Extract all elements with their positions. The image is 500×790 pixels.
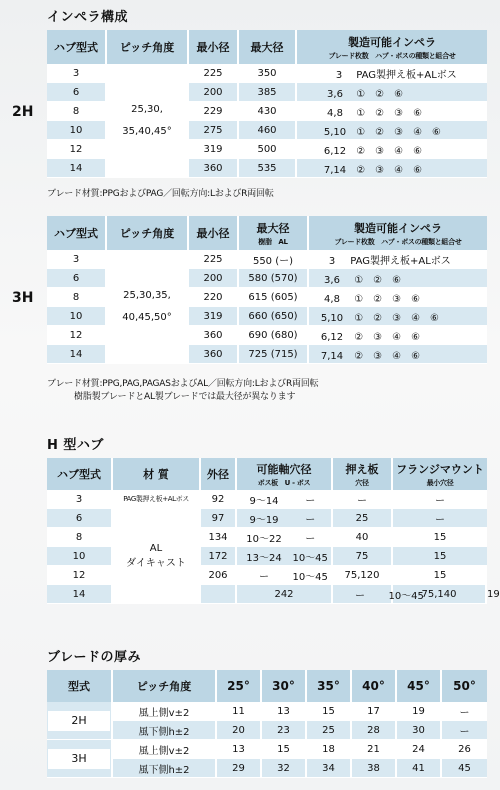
note-3h-1: ブレード材質:PPG,PAG,PAGASおよびAL／回転方向:LおよびR両回転: [47, 379, 319, 389]
cell-blades: 4,8: [324, 293, 340, 305]
cell-combo: [297, 102, 487, 121]
cell-boss: ー: [259, 571, 269, 583]
header-max: 最大径: [239, 30, 297, 64]
cell-combo-text: ① ② ③ ⑥: [354, 293, 421, 305]
cell-shaft: [237, 547, 333, 566]
cell-side: 風下側h±2: [113, 721, 217, 740]
cell-max: 660 (650): [239, 307, 309, 326]
table-row: 14 242 ー 10～45 75,140 19: [47, 585, 487, 604]
cell-value: 18: [307, 740, 352, 759]
cell-value: 20: [217, 721, 262, 740]
impeller-3h-table: [47, 216, 487, 364]
hhub-table: [47, 458, 500, 604]
table-row: [47, 721, 487, 740]
cell-combo: [309, 307, 487, 326]
cell-combo-text: ① ② ⑥: [356, 88, 404, 100]
cell-press: ー: [333, 490, 393, 509]
cell-max: 615 (605): [239, 288, 309, 307]
group-label-2h: 2H: [12, 104, 34, 120]
cell-value: 23: [262, 721, 307, 740]
cell-blades: 7,14: [320, 350, 344, 362]
header-flange: [393, 458, 487, 490]
cell-boss: 13～24: [246, 552, 282, 564]
cell-combo: [309, 345, 487, 364]
cell-value: 24: [397, 740, 442, 759]
cell-value: 13: [217, 740, 262, 759]
cell-boss: 9～19: [249, 514, 279, 526]
cell-value: 45: [442, 759, 487, 778]
table-row: [47, 490, 487, 509]
cell-u: ー: [305, 514, 316, 526]
cell-blades: 6,12: [320, 331, 344, 343]
header-shaft: [237, 458, 333, 490]
cell-side: 風下側h±2: [113, 759, 217, 778]
cell-blades: 3,6: [327, 88, 343, 100]
cell-u: ー: [305, 495, 316, 507]
cell-blades: 5,10: [323, 126, 347, 138]
header-shaft-label: 可能軸穴径: [256, 462, 312, 476]
cell-flange: 15: [393, 566, 487, 585]
cell-value: 21: [352, 740, 397, 759]
cell-shaft: [237, 490, 333, 509]
header-hub: ハブ型式: [47, 458, 113, 490]
cell-min: 225: [189, 64, 239, 83]
cell-value: 26: [442, 740, 487, 759]
cell-value: 34: [307, 759, 352, 778]
cell-flange: ー: [393, 509, 487, 528]
table-row: [47, 740, 487, 759]
cell-blades: 3,6: [324, 274, 340, 286]
cell-combo: [297, 83, 487, 102]
header-od: 外径: [201, 458, 237, 490]
cell-min: 319: [189, 307, 239, 326]
cell-value: 41: [397, 759, 442, 778]
cell-combo: [309, 269, 487, 288]
note-3h-2: 樹脂製ブレードとAL製ブレードでは最大径が異なります: [74, 392, 296, 402]
cell-combo: [297, 140, 487, 159]
pitch-cell: [107, 250, 189, 364]
cell-od: 172: [201, 547, 237, 566]
cell-combo-text: ② ③ ④ ⑥: [354, 331, 421, 343]
cell-shaft: [333, 585, 424, 604]
cell-value: 13: [262, 702, 307, 721]
cell-combo: [309, 288, 487, 307]
cell-side: 風上側v±2: [113, 740, 217, 759]
cell-flange: 15: [393, 547, 487, 566]
cell-hub: 3: [47, 250, 107, 269]
table-row: [47, 759, 487, 778]
cell-hub: 8: [47, 102, 107, 121]
header-flange-label: フランジマウント: [396, 462, 484, 476]
cell-value: 38: [352, 759, 397, 778]
cell-value: ー: [442, 721, 487, 740]
cell-material-blank: [201, 585, 237, 604]
cell-blades: 3: [335, 69, 343, 81]
header-angle-30: 30°: [262, 670, 307, 702]
cell-boss: 10～22: [246, 533, 282, 545]
cell-material: PAG製押え板+ALボス: [113, 490, 201, 509]
cell-min: 225: [189, 250, 239, 269]
pitch-value: 25,30, 35,40,45°: [122, 103, 172, 137]
cell-combo: [309, 250, 487, 269]
header-max-sub: 樹脂 AL: [258, 237, 288, 246]
cell-value: 25: [307, 721, 352, 740]
cell-hub: 12: [47, 566, 113, 585]
material-value: AL ダイキャスト: [126, 543, 186, 569]
table-row: [47, 64, 487, 83]
cell-min: 319: [189, 140, 239, 159]
header-press-sub: 穴径: [355, 478, 369, 487]
cell-value: 19: [397, 702, 442, 721]
cell-max: 725 (715): [239, 345, 309, 364]
cell-max: 580 (570): [239, 269, 309, 288]
cell-combo-text: ① ② ③ ④ ⑥: [354, 312, 440, 324]
cell-min: 200: [189, 269, 239, 288]
header-angle-40: 40°: [352, 670, 397, 702]
cell-combo-text: ① ② ③ ⑥: [356, 107, 423, 119]
cell-value: 28: [352, 721, 397, 740]
cell-press: 40: [333, 528, 393, 547]
cell-blades: 6,12: [323, 145, 347, 157]
cell-hub: 12: [47, 140, 107, 159]
cell-shaft: [237, 509, 333, 528]
cell-combo-text: ② ③ ④ ⑥: [356, 164, 423, 176]
cell-shaft: [237, 566, 333, 585]
header-press: [333, 458, 393, 490]
impeller-2h-table: [47, 30, 487, 178]
cell-value: 15: [262, 740, 307, 759]
table-row: [47, 250, 487, 269]
header-material: 材 質: [113, 458, 201, 490]
cell-combo-text: ① ② ⑥: [354, 274, 402, 286]
cell-od: 206: [201, 566, 237, 585]
cell-shaft: [237, 528, 333, 547]
cell-hub: 3: [47, 490, 113, 509]
header-pitch: ピッチ角度: [107, 216, 189, 250]
header-hub: ハブ型式: [47, 30, 107, 64]
header-angle-45: 45°: [397, 670, 442, 702]
header-pitch: ピッチ角度: [113, 670, 217, 702]
cell-u: 10～45: [292, 552, 328, 564]
cell-value: ー: [442, 702, 487, 721]
cell-max: 500: [239, 140, 297, 159]
cell-blades: 4,8: [327, 107, 343, 119]
header-flange-sub: 最小穴径: [426, 478, 454, 487]
cell-max: 460: [239, 121, 297, 140]
group-label-3h: 3H: [12, 290, 34, 306]
header-hub: ハブ型式: [47, 216, 107, 250]
header-shaft-sub: ボス板 U - ボス: [257, 478, 311, 487]
cell-hub: 6: [47, 83, 107, 102]
cell-press: 75: [333, 547, 393, 566]
cell-combo-text: ② ③ ④ ⑥: [354, 350, 421, 362]
hhub-section-title: H 型ハブ: [47, 438, 104, 453]
cell-hub: 14: [47, 159, 107, 178]
header-model: 型式: [47, 670, 113, 702]
header-max-label: 最大径: [256, 221, 290, 235]
cell-value: 32: [262, 759, 307, 778]
cell-max: 350: [239, 64, 297, 83]
cell-max: 550 (ー): [239, 250, 309, 269]
cell-hub: 14: [47, 585, 113, 604]
cell-combo-text: PAG製押え板+ALボス: [356, 69, 457, 81]
header-min: 最小径: [189, 30, 239, 64]
model-cell-3h: [47, 740, 113, 778]
header-press-label: 押え板: [345, 462, 379, 476]
thickness-section-title: ブレードの厚み: [47, 650, 141, 665]
header-min: 最小径: [189, 216, 239, 250]
cell-value: 17: [352, 702, 397, 721]
cell-min: 220: [189, 288, 239, 307]
cell-hub: 6: [47, 509, 113, 528]
header-angle-35: 35°: [307, 670, 352, 702]
header-product-sub: ブレード枚数 ハブ・ボスの種類と組合せ: [328, 51, 456, 60]
header-product-label: 製造可能インペラ: [354, 221, 442, 235]
cell-boss: ー: [355, 590, 365, 602]
cell-combo: [297, 121, 487, 140]
cell-u: 10～45: [292, 571, 328, 583]
cell-hub: 8: [47, 288, 107, 307]
material-cell: [113, 509, 201, 604]
cell-combo-text: ① ② ③ ④ ⑥: [356, 126, 442, 138]
model-2h: 2H: [48, 711, 110, 731]
cell-combo: [297, 64, 487, 83]
cell-min: 275: [189, 121, 239, 140]
model-cell-2h: [47, 702, 113, 740]
cell-hub: 14: [47, 345, 107, 364]
cell-od: 92: [201, 490, 237, 509]
cell-combo: [309, 326, 487, 345]
cell-max: 430: [239, 102, 297, 121]
cell-combo: [297, 159, 487, 178]
cell-press: 25: [333, 509, 393, 528]
cell-flange: ー: [393, 490, 487, 509]
pitch-value: 25,30,35, 40,45,50°: [122, 289, 172, 323]
header-pitch: ピッチ角度: [107, 30, 189, 64]
cell-value: 11: [217, 702, 262, 721]
cell-press: 75,140: [393, 585, 487, 604]
pitch-cell: [107, 64, 189, 178]
cell-side: 風上側v±2: [113, 702, 217, 721]
cell-od: 97: [201, 509, 237, 528]
header-product: [297, 30, 487, 64]
cell-combo-text: ② ③ ④ ⑥: [356, 145, 423, 157]
cell-max: 690 (680): [239, 326, 309, 345]
cell-min: 360: [189, 159, 239, 178]
cell-hub: 10: [47, 307, 107, 326]
header-product-sub: ブレード枚数 ハブ・ボスの種類と組合せ: [334, 237, 462, 246]
cell-hub: 10: [47, 121, 107, 140]
cell-value: 29: [217, 759, 262, 778]
cell-max: 385: [239, 83, 297, 102]
header-angle-25: 25°: [217, 670, 262, 702]
cell-max: 535: [239, 159, 297, 178]
cell-value: 15: [307, 702, 352, 721]
header-max: [239, 216, 309, 250]
cell-min: 229: [189, 102, 239, 121]
cell-combo-text: PAG製押え板+ALボス: [350, 255, 451, 267]
cell-hub: 12: [47, 326, 107, 345]
cell-hub: 3: [47, 64, 107, 83]
cell-od: 134: [201, 528, 237, 547]
cell-blades: 7,14: [323, 164, 347, 176]
cell-min: 360: [189, 345, 239, 364]
cell-blades: 3: [328, 255, 336, 267]
cell-value: 30: [397, 721, 442, 740]
header-product: [309, 216, 487, 250]
cell-flange: 15: [393, 528, 487, 547]
cell-u: 10～45: [388, 590, 424, 602]
cell-hub: 10: [47, 547, 113, 566]
impeller-section-title: インペラ構成: [47, 10, 129, 25]
table-row: [47, 702, 487, 721]
cell-min: 200: [189, 83, 239, 102]
cell-hub: 8: [47, 528, 113, 547]
cell-blades: 5,10: [320, 312, 344, 324]
table-row: [47, 509, 487, 528]
cell-press: 75,120: [333, 566, 393, 585]
cell-boss: 9～14: [249, 495, 279, 507]
cell-od: 242: [237, 585, 333, 604]
cell-hub: 6: [47, 269, 107, 288]
cell-u: ー: [305, 533, 316, 545]
header-product-label: 製造可能インペラ: [348, 35, 436, 49]
cell-min: 360: [189, 326, 239, 345]
model-3h: 3H: [48, 749, 110, 769]
note-2h: ブレード材質:PPGおよびPAG／回転方向:LおよびR両回転: [47, 189, 274, 199]
header-angle-50: 50°: [442, 670, 487, 702]
thickness-table: [47, 670, 487, 778]
